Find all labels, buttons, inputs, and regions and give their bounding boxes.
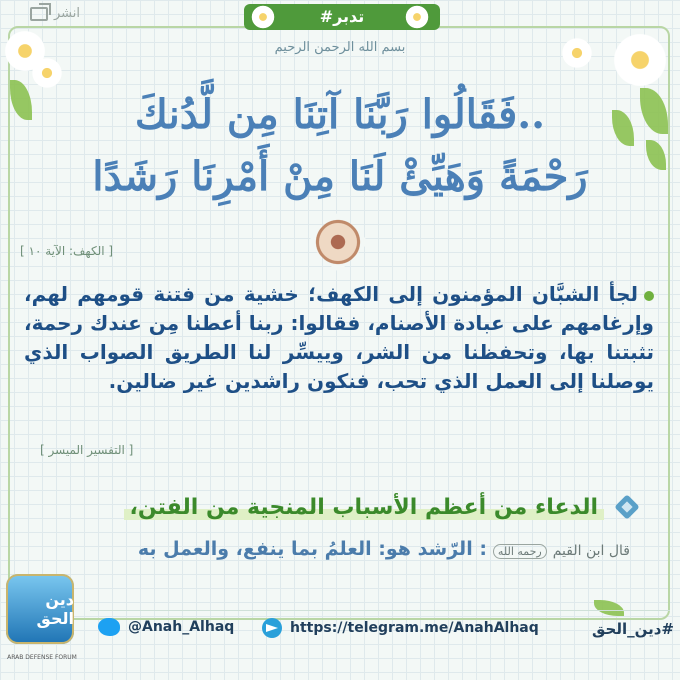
logo-subtext: ARAB DEFENSE FORUM (7, 654, 77, 661)
share-icon (30, 7, 48, 21)
share-button[interactable] (30, 6, 80, 21)
tafsir-text: لجأ الشبَّان المؤمنون إلى الكهف؛ خشية من فتنة قومهم لهم، وإرغامهم على عبادة الأصنام، فقالوا: ربنا أعطنا مِن عندك رحمة، تثبتنا بها، وتحفظنا من الشر، وييسِّر لنا الطريق الصواب الذي يوصلنا إلى العمل الذي تحب، فنكون راشدين غير ضالين. (24, 282, 654, 393)
flower-icon (404, 4, 430, 30)
twitter-handle: @Anah_Alhaq (128, 619, 235, 635)
diamond-icon (614, 494, 640, 520)
verse-line-2: رَحْمَةً وَهَيِّئْ لَنَا مِنْ أَمْرِنَا رَشَدًا (92, 153, 588, 200)
verse-reference: [ الكهف: الآية ١٠ ] (20, 244, 114, 258)
dua-row (124, 494, 640, 520)
footer-divider (90, 610, 670, 611)
flower-icon (610, 30, 670, 90)
footer-hashtag[interactable]: #دين_الحق (592, 620, 675, 638)
logo-text: دين الحق (36, 590, 74, 628)
basmala: بسم الله الرحمن الرحيم (274, 40, 406, 55)
flower-icon (560, 36, 594, 70)
bullet-icon (644, 291, 654, 301)
telegram-icon (262, 618, 282, 638)
quote-row (138, 538, 630, 560)
twitter-link[interactable] (98, 618, 234, 636)
share-label: انشر (54, 6, 80, 21)
hashtag-banner: #تدبر (244, 4, 440, 30)
twitter-icon (98, 618, 120, 636)
quote-speaker: قال ابن القيم (552, 543, 630, 559)
logo (6, 574, 74, 644)
telegram-link[interactable] (262, 618, 539, 638)
dua-text: الدعاء من أعظم الأسباب المنجية من الفتن، (124, 495, 604, 520)
quote-text: : الرّشد هو: العلمُ بما ينفع، والعمل به (137, 538, 487, 560)
honorific-badge: رحمه الله (493, 544, 547, 559)
flower-icon (250, 4, 276, 30)
telegram-url: https://telegram.me/AnahAlhaq (290, 620, 539, 636)
tafsir-paragraph (24, 280, 654, 396)
flower-icon (30, 56, 64, 90)
verse-line-1: ..فَقَالُوا رَبَّنَا آتِنَا مِن لَّدُنكَ (134, 91, 546, 138)
tafsir-source: [ التفسير الميسر ] (40, 443, 134, 457)
